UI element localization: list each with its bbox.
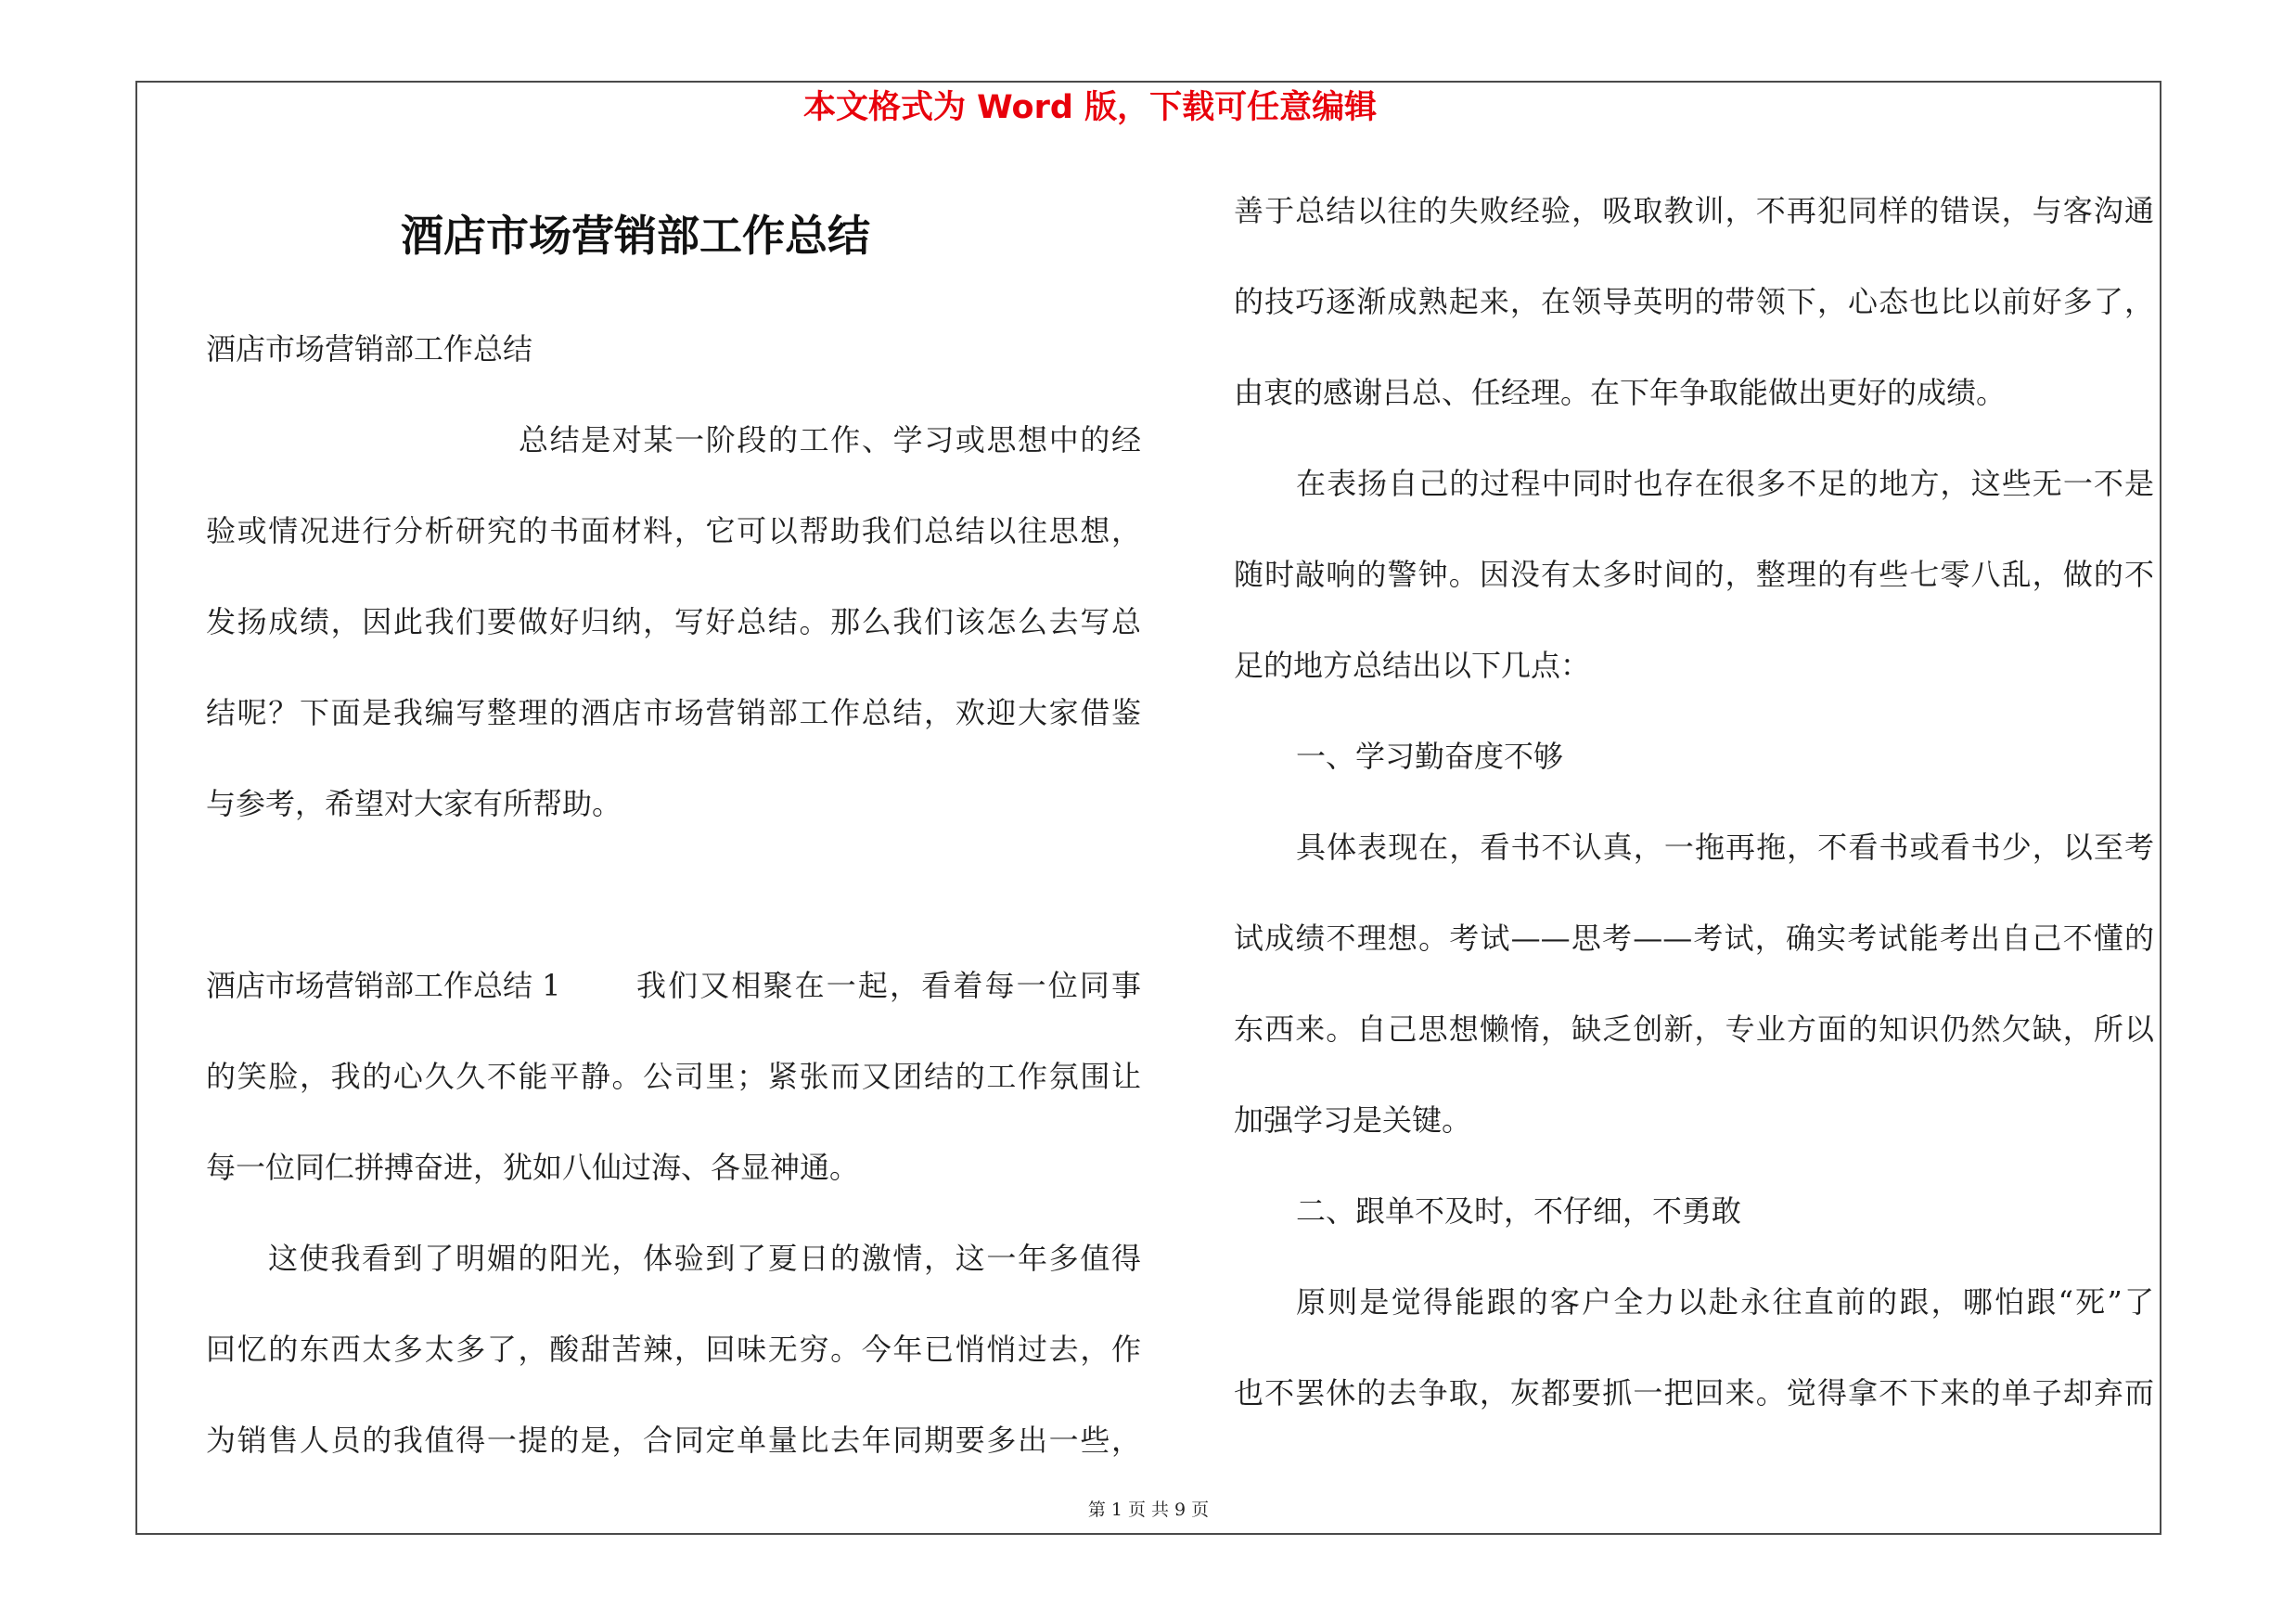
text-line: 具体表现在，看书不认真，一拖再拖，不看书或看书少，以至考 [1296, 830, 2154, 865]
section-label: 酒店市场营销部工作总结 1 [206, 968, 561, 1003]
page-number: 第 1 页 共 9 页 [1087, 1500, 1210, 1520]
text-line: 随时敲响的警钟。因没有太多时间的，整理的有些七零八乱，做的不 [1234, 557, 2154, 592]
text-line [206, 940, 1141, 1031]
text-line: 加强学习是关键。 [1234, 1102, 1472, 1138]
format-notice: 本文格式为 Word 版，下载可任意编辑 [803, 89, 1378, 126]
text-line: 验或情况进行分析研究的书面材料，它可以帮助我们总结以往思想， [206, 513, 1141, 548]
text-line: 这使我看到了明媚的阳光，体验到了夏日的激情，这一年多值得 [268, 1241, 1141, 1276]
section-heading: 二、跟单不及时，不仔细，不勇敢 [1296, 1193, 1742, 1229]
text-line: 善于总结以往的失败经验，吸取教训，不再犯同样的错误，与客沟通 [1234, 193, 2154, 228]
text-line: 由衷的感谢吕总、任经理。在下年争取能做出更好的成绩。 [1234, 375, 2007, 410]
text-line: 也不罢休的去争取，灰都要抓一把回来。觉得拿不下来的单子却弃而 [1234, 1375, 2154, 1410]
text-line: 每一位同仁拼搏奋进，犹如八仙过海、各显神通。 [206, 1150, 860, 1185]
document-title: 酒店市场营销部工作总结 [401, 211, 870, 261]
paragraph-spacer [206, 849, 1141, 940]
left-column [206, 303, 1141, 1486]
text-line: 为销售人员的我值得一提的是，合同定单量比去年同期要多出一些， [206, 1423, 1141, 1458]
text-line: 试成绩不理想。考试——思考——考试，确实考试能考出自己不懂的 [1234, 921, 2154, 956]
text-line: 总结是对某一阶段的工作、学习或思想中的经 [519, 422, 1141, 457]
text-line: 在表扬自己的过程中同时也存在很多不足的地方，这些无一不是 [1296, 466, 2154, 501]
text-line: 回忆的东西太多太多了，酸甜苦辣，回味无穷。今年已悄悄过去，作 [206, 1332, 1141, 1367]
text-line: 与参考，希望对大家有所帮助。 [206, 786, 622, 821]
section-heading: 一、学习勤奋度不够 [1296, 739, 1564, 774]
text-line: 原则是觉得能跟的客户全力以赴永往直前的跟，哪怕跟“死”了 [1296, 1284, 2154, 1320]
text-line: 的笑脸，我的心久久不能平静。公司里；紧张而又团结的工作氛围让 [206, 1059, 1141, 1094]
text-line: 的技巧逐渐成熟起来，在领导英明的带领下，心态也比以前好多了， [1234, 284, 2154, 319]
text-line: 东西来。自己思想懒惰，缺乏创新，专业方面的知识仍然欠缺，所以 [1234, 1011, 2154, 1047]
right-column [1234, 165, 2154, 1438]
text-line: 发扬成绩，因此我们要做好归纳，写好总结。那么我们该怎么去写总 [206, 604, 1141, 639]
text-line: 足的地方总结出以下几点： [1234, 648, 1591, 683]
section-heading: 酒店市场营销部工作总结 [206, 331, 533, 367]
text-segment: 我们又相聚在一起，看着每一位同事 [636, 968, 1141, 1003]
text-line: 结呢？下面是我编写整理的酒店市场营销部工作总结，欢迎大家借鉴 [206, 695, 1141, 730]
